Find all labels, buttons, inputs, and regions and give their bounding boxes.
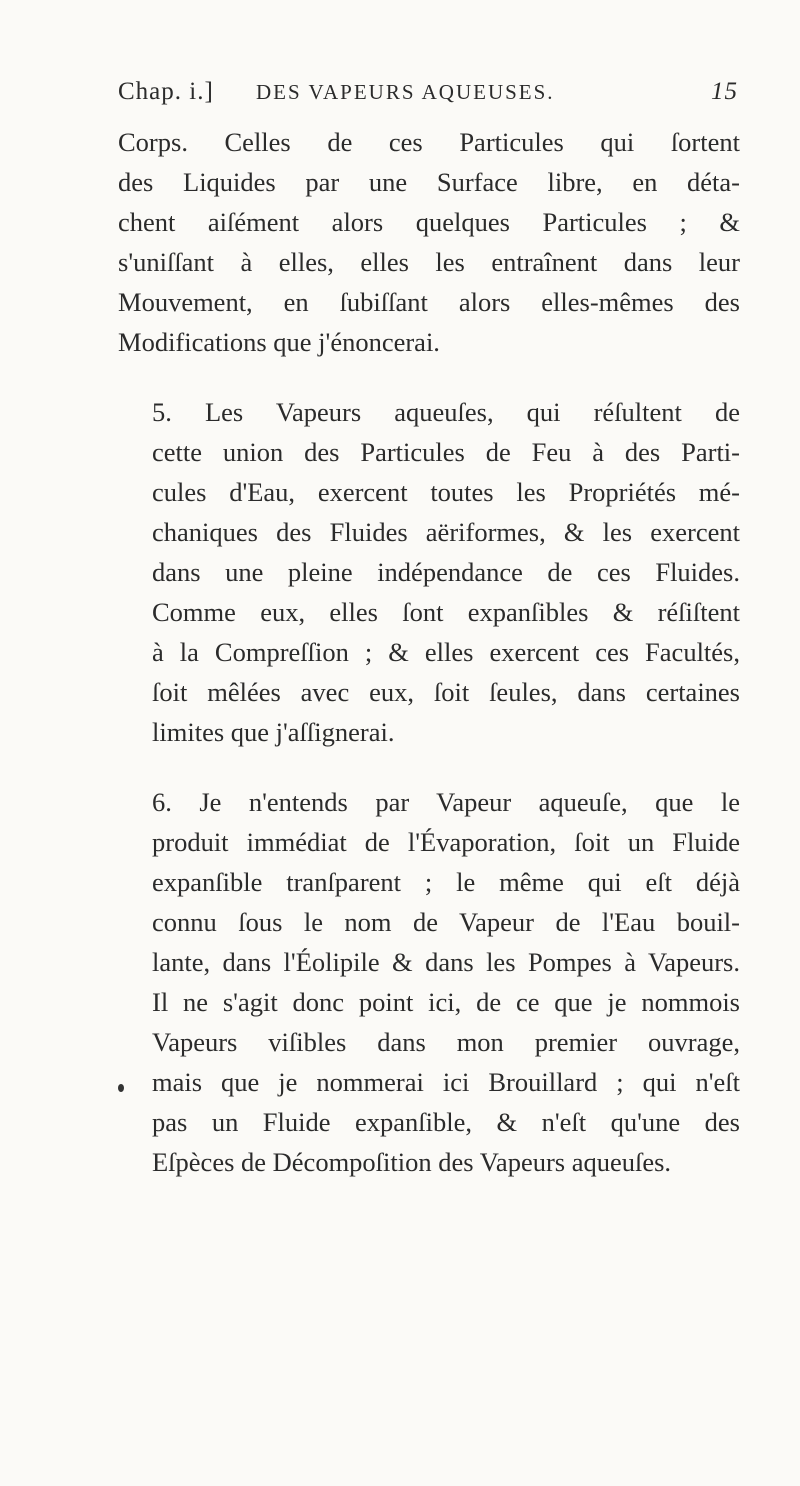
text-line: Vapeurs viſibles dans mon premier ouvrage, [152, 1027, 740, 1057]
text-line: Comme eux, elles ſont expanſibles & réſiſtent [152, 597, 740, 627]
text-line: Mouvement, en ſubiſſant alors elles-mêmes des [118, 287, 740, 317]
chapter-label: Chap. i.] [118, 78, 214, 105]
text-line: dans une pleine indépendance de ces Fluides. [152, 557, 740, 587]
text-line: 5. Les Vapeurs aqueuſes, qui réſultent de [152, 397, 740, 427]
text-line: 6. Je n'entends par Vapeur aqueuſe, que le [152, 787, 740, 817]
text-line: expanſible tranſparent ; le même qui eſt déjà [152, 867, 740, 897]
text-line: limites que j'aſſignerai. [152, 717, 395, 747]
body-text [118, 122, 740, 1182]
text-line: à la Compreſſion ; & elles exercent ces Facultés, [152, 637, 740, 667]
text-line: Corps. Celles de ces Particules qui ſortent [118, 127, 740, 157]
running-header [118, 78, 748, 118]
text-line: Modifications que j'énoncerai. [118, 327, 440, 357]
text-line: chent aiſément alors quelques Particules ; & [118, 207, 740, 237]
text-line: Eſpèces de Décompoſition des Vapeurs aqueuſes. [152, 1147, 672, 1177]
paragraph-6 [118, 782, 740, 1182]
text-line: ſoit mêlées avec eux, ſoit ſeules, dans certaines [152, 677, 740, 707]
text-line: connu ſous le nom de Vapeur de l'Eau bouil- [152, 907, 740, 937]
text-line: chaniques des Fluides aëriformes, & les exercent [152, 517, 740, 547]
text-line: mais que je nommerai ici Brouillard ; qui n'eſt [152, 1067, 740, 1097]
text-line: cules d'Eau, exercent toutes les Propriétés mé- [152, 477, 740, 507]
running-title: DES VAPEURS AQUEUSES. [256, 80, 555, 104]
text-line: Il ne s'agit donc point ici, de ce que je nommois [152, 987, 740, 1017]
page-number: 15 [711, 78, 738, 105]
text-line: produit immédiat de l'Évaporation, ſoit un Fluide [152, 827, 740, 857]
paragraph-5 [118, 392, 740, 752]
paragraph-continuation [118, 122, 740, 362]
text-line: pas un Fluide expanſible, & n'eſt qu'une des [152, 1107, 740, 1137]
text-line: des Liquides par une Surface libre, en déta- [118, 167, 740, 197]
text-line: s'uniſſant à elles, elles les entraînent dans leur [118, 247, 740, 277]
text-line: cette union des Particules de Feu à des Parti- [152, 437, 740, 467]
text-line: lante, dans l'Éolipile & dans les Pompes à Vapeurs. [152, 947, 740, 977]
ink-mark [118, 1084, 124, 1092]
